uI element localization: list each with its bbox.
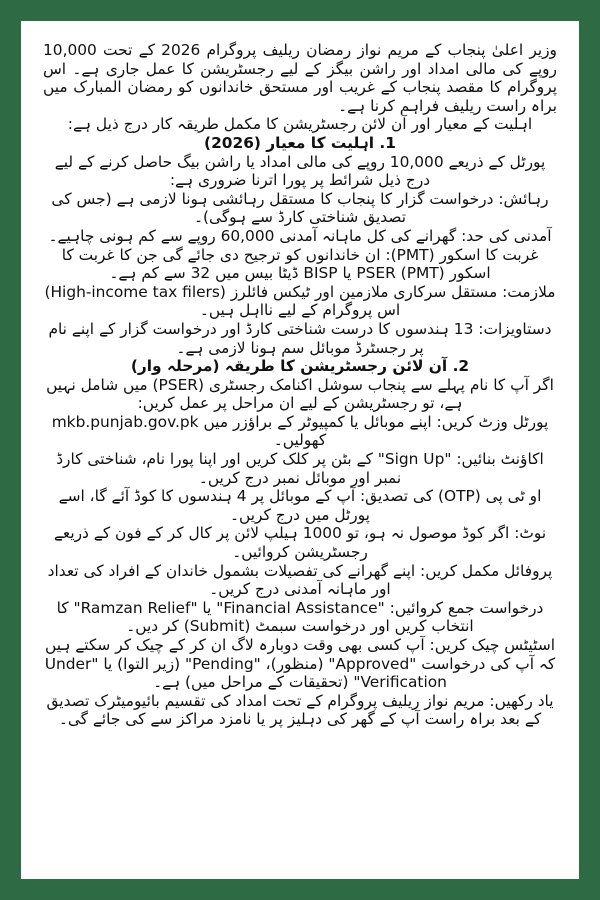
criteria-intro: اہلیت کے معیار اور آن لائن رجسٹریشن کا مکمل طریقہ کار درج ذیل ہے: xyxy=(67,115,533,134)
step-complete-profile: پروفائل مکمل کریں: اپنے گھرانے کی تفصیلات بشمول خاندان کے افراد کی تعداد اور ماہانہ آمدنی درج کریں۔ xyxy=(47,561,553,599)
eligibility-residence: رہائش: درخواست گزار کا پنجاب کا مستقل رہائشی ہونا لازمی ہے (جس کی تصدیق شناختی کارڈ سے ہوگی)۔ xyxy=(51,189,549,227)
step-otp-verification: او ٹی پی (OTP) کی تصدیق: آپ کے موبائل پر 4 ہندسوں کا کوڈ آئے گا، اسے پورٹل میں درج کریں۔ xyxy=(58,487,542,524)
step-visit-portal: پورٹل وزٹ کریں: اپنے موبائل یا کمپیوٹر کے براؤزر میں mkb.punjab.gov.pk کھولیں۔ xyxy=(51,412,549,450)
section2-intro: اگر آپ کا نام پہلے سے پنجاب سوشل اکنامک رجسٹری (PSER) میں شامل نہیں ہے، تو رجسٹریشن کے لیے ان مراحل پر عمل کریں: xyxy=(46,375,554,413)
step-check-status: اسٹیٹس چیک کریں: آپ کسی بھی وقت دوبارہ لاگ ان کر کے چیک کر سکتے ہیں کہ آپ کی درخواست "Approved" (منظور)، "Pending" (زیر التوا) یا "Under Verification" (تحقیقات کے مراحل میں) ہے۔ xyxy=(44,636,556,692)
eligibility-pmt: غربت کا اسکور (PMT): ان خاندانوں کو ترجیح دی جائے گی جن کا غربت کا اسکور (PMT) PSER یا BISP ڈیٹا بیس میں 32 سے کم ہے۔ xyxy=(61,245,539,283)
helpline-note: نوٹ: اگر کوڈ موصول نہ ہو، تو 1000 ہیلپ لائن پر کال کر کے فون کے ذریعے رجسٹریشن کروائیں۔ xyxy=(53,524,547,562)
section1-title: 1. اہلیت کا معیار (2026) xyxy=(204,133,396,152)
step-create-account: اکاؤنٹ بنائیں: "Sign Up" کے بٹن پر کلک کریں اور اپنا پورا نام، شناختی کارڈ نمبر اور موبائل نمبر درج کریں۔ xyxy=(56,450,544,487)
document-page xyxy=(21,21,579,879)
section2-title: 2. آن لائن رجسٹریشن کا طریقہ (مرحلہ وار) xyxy=(130,357,470,376)
reminder-paragraph: یاد رکھیں: مریم نواز ریلیف پروگرام کے تحت امداد کی تقسیم بائیومیٹرک تصدیق کے بعد براہ راست آپ کے گھر کی دہلیز پر یا نامزد مراکز سے کی جائے گی۔ xyxy=(46,691,554,729)
section1-intro: پورٹل کے ذریعے 10,000 روپے کی مالی امداد یا راشن بیگ حاصل کرنے کے لیے درج ذیل شرائط پر پورا اترنا ضروری ہے: xyxy=(54,152,546,190)
eligibility-employment: ملازمت: مستقل سرکاری ملازمین اور ٹیکس فائلرز (High-income tax filers) اس پروگرام کے لیے نااہل ہیں۔ xyxy=(44,282,556,320)
document-body xyxy=(43,41,557,729)
eligibility-documents: دستاویزات: 13 ہندسوں کا درست شناختی کارڈ اور درخواست گزار کے اپنے نام پر رجسٹرڈ موبائل سم ہونا لازمی ہے۔ xyxy=(48,319,552,357)
eligibility-income: آمدنی کی حد: گھرانے کی کل ماہانہ آمدنی 60,000 روپے سے کم ہونی چاہیے۔ xyxy=(48,226,552,245)
step-submit-application: درخواست جمع کروائیں: "Financial Assistance" یا "Ramzan Relief" کا انتخاب کریں اور درخواست سبمٹ (Submit) کر دیں۔ xyxy=(56,598,544,636)
intro-paragraph: وزیر اعلیٰ پنجاب کے مریم نواز رمضان ریلیف پروگرام 2026 کے تحت 10,000 روپے کی مالی امداد اور راشن بیگز کے لیے رجسٹریشن کا عمل جاری ہے۔ اس پروگرام کا مقصد پنجاب کے غریب اور مستحق خاندانوں کو رمضان المبارک میں براہ راست ریلیف فراہم کرنا ہے۔ xyxy=(43,41,557,115)
